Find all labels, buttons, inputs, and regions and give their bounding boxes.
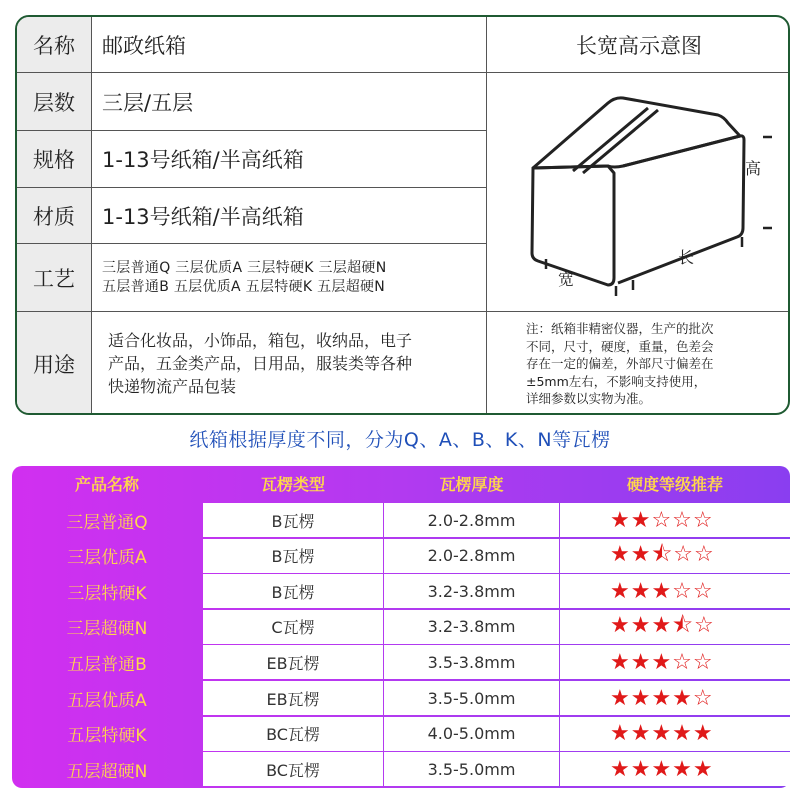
product-name: 三层特硬K	[67, 583, 147, 604]
flute-type: EB瓦楞	[203, 681, 383, 715]
label-width: 宽	[558, 270, 575, 289]
box-top-face	[533, 98, 740, 168]
label-material: 材质	[17, 188, 91, 243]
grade-table	[12, 466, 790, 788]
label-craft: 工艺	[17, 244, 91, 311]
rating-stars: ★★★☆☆	[560, 574, 790, 608]
value-spec: 1-13号纸箱/半高纸箱	[102, 148, 304, 172]
rating-stars: ★★★★★	[560, 752, 790, 786]
value-usage	[92, 312, 487, 415]
flute-thickness: 3.5-5.0mm	[384, 681, 559, 715]
value-name: 邮政纸箱	[102, 33, 186, 58]
rating-stars: ★★★★★	[560, 717, 790, 751]
note-text	[526, 320, 782, 408]
flute-type: BC瓦楞	[203, 717, 383, 751]
divider	[17, 187, 487, 188]
label-length: 长	[678, 248, 695, 267]
product-name: 三层普通Q	[66, 512, 148, 533]
usage-line-3: 快递物流产品包装	[108, 377, 237, 396]
note-line: 详细参数以实物为准。	[526, 391, 652, 406]
flute-thickness: 3.5-5.0mm	[384, 752, 559, 786]
flute-type: B瓦楞	[203, 503, 383, 537]
divider	[486, 17, 487, 415]
flute-type: EB瓦楞	[203, 645, 383, 679]
section-subtitle: 纸箱根据厚度不同，分为Q、A、B、K、N等瓦楞	[189, 429, 611, 451]
label-usage: 用途	[17, 312, 91, 415]
note-line: ±5mm左右，不影响支持使用，	[526, 373, 707, 389]
product-name: 五层普通B	[67, 654, 147, 675]
craft-line-1: 三层普通Q 三层优质A 三层特硬K 三层超硬N	[102, 259, 387, 276]
flute-type: BC瓦楞	[203, 752, 383, 786]
product-name: 三层优质A	[67, 548, 147, 569]
product-name: 五层超硬N	[66, 761, 148, 782]
header-rating: 硬度等级推荐	[626, 475, 723, 494]
header-flute: 瓦楞类型	[260, 475, 325, 494]
rating-stars: ★★☆☆☆	[560, 503, 790, 537]
rating-stars: ★★★☆☆	[560, 645, 790, 679]
value-layers: 三层/五层	[102, 90, 194, 115]
flute-thickness: 2.0-2.8mm	[384, 539, 559, 573]
label-height: 高	[745, 159, 762, 178]
divider	[17, 130, 487, 131]
flute-thickness: 2.0-2.8mm	[384, 503, 559, 537]
note-line: 不同，尺寸，硬度，重量，色差会	[526, 338, 714, 354]
value-craft	[92, 244, 487, 311]
rating-stars: ★★⯪☆☆	[560, 539, 790, 573]
flute-thickness: 4.0-5.0mm	[384, 717, 559, 751]
flute-type: C瓦楞	[203, 610, 383, 644]
box-tape	[573, 108, 658, 173]
divider	[17, 311, 790, 312]
divider	[17, 243, 487, 244]
product-name: 三层超硬N	[66, 619, 148, 640]
flute-type: B瓦楞	[203, 574, 383, 608]
value-material: 1-13号纸箱/半高纸箱	[102, 204, 304, 229]
flute-thickness: 3.5-3.8mm	[384, 645, 559, 679]
box-diagram	[488, 73, 790, 310]
header-thickness: 瓦楞厚度	[439, 475, 504, 494]
spec-table	[15, 15, 790, 415]
usage-line-2: 产品，五金类产品，日用品，服装类等各种	[108, 354, 413, 373]
rating-stars: ★★★⯪☆	[560, 610, 790, 644]
flute-type: B瓦楞	[203, 539, 383, 573]
note-line: 存在一定的偏差，外部尺寸偏差在	[526, 356, 714, 371]
diagram-title: 长宽高示意图	[576, 33, 702, 58]
label-name: 名称	[17, 17, 91, 72]
header-product: 产品名称	[74, 475, 139, 494]
label-spec: 规格	[17, 131, 91, 187]
note-line: 注：纸箱非精密仪器，生产的批次	[526, 321, 714, 336]
craft-line-2: 五层普通B 五层优质A 五层特硬K 五层超硬N	[102, 278, 386, 295]
product-name: 五层特硬K	[67, 726, 147, 747]
flute-thickness: 3.2-3.8mm	[384, 574, 559, 608]
label-layers: 层数	[17, 73, 91, 130]
divider	[91, 17, 92, 415]
flute-thickness: 3.2-3.8mm	[384, 610, 559, 644]
usage-line-1: 适合化妆品，小饰品，箱包，收纳品，电子	[108, 331, 413, 350]
rating-stars: ★★★★☆	[560, 681, 790, 715]
product-name: 五层优质A	[67, 690, 147, 711]
